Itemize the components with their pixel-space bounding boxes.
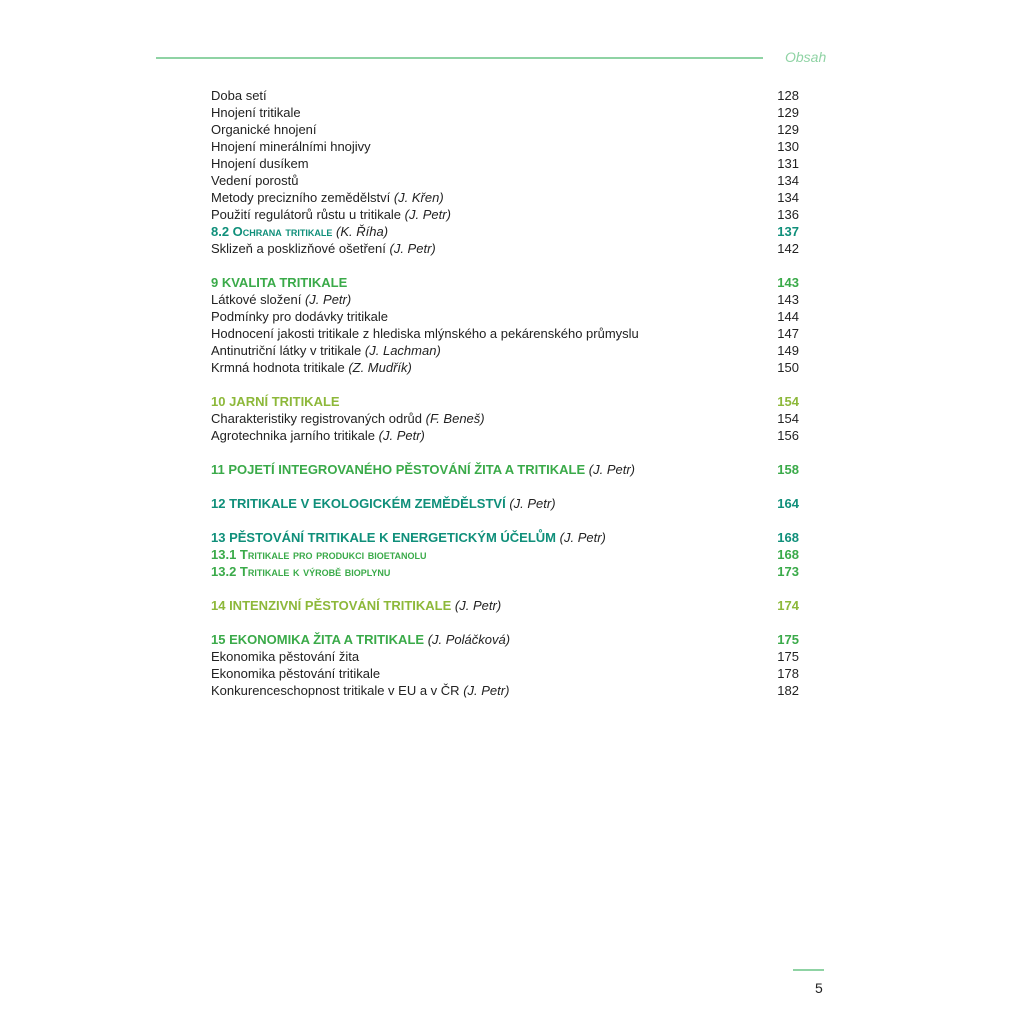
- toc-title-text: 8.2 Ochrana tritikale: [211, 224, 333, 239]
- toc-title-text: Agrotechnika jarního tritikale: [211, 428, 376, 443]
- toc-title: [211, 240, 436, 257]
- toc-entry[interactable]: [211, 325, 799, 342]
- toc-chapter[interactable]: [211, 495, 799, 512]
- toc-title: [211, 223, 388, 240]
- toc-title: [211, 597, 501, 614]
- toc-page-number: 149: [777, 343, 799, 358]
- toc-page-number: 182: [777, 683, 799, 698]
- toc-entry[interactable]: [211, 665, 799, 682]
- toc-title-text: Konkurenceschopnost tritikale v EU a v ČR: [211, 683, 460, 698]
- toc-spacer: [211, 478, 799, 495]
- toc-author: (J. Lachman): [364, 343, 441, 358]
- toc-title: [211, 274, 347, 291]
- toc-author: (J. Petr): [588, 462, 636, 477]
- toc-entry[interactable]: [211, 682, 799, 699]
- toc-title: [211, 155, 309, 172]
- toc-chapter[interactable]: [211, 393, 799, 410]
- toc-page-number: 164: [777, 496, 799, 511]
- page-number: 5: [815, 980, 823, 996]
- toc-entry[interactable]: [211, 189, 799, 206]
- toc-title: [211, 206, 451, 223]
- toc-page-number: 136: [777, 207, 799, 222]
- toc-title-text: Antinutriční látky v tritikale: [211, 343, 362, 358]
- toc-title: [211, 342, 441, 359]
- toc-title: [211, 359, 412, 376]
- toc-title: [211, 308, 388, 325]
- toc-title-text: 9 KVALITA TRITIKALE: [211, 275, 348, 290]
- toc-author: (J. Petr): [454, 598, 502, 613]
- toc-title-text: Sklizeň a posklizňové ošetření: [211, 241, 386, 256]
- toc-entry[interactable]: [211, 427, 799, 444]
- toc-entry[interactable]: [211, 240, 799, 257]
- footer-rule: [793, 969, 824, 971]
- toc-page-number: 154: [777, 394, 799, 409]
- toc-title-text: Látkové složení: [211, 292, 302, 307]
- toc-title-text: Metody precizního zemědělství: [211, 190, 391, 205]
- toc-title-text: Hnojení dusíkem: [211, 156, 309, 171]
- toc-title: [211, 648, 359, 665]
- toc-page-number: 142: [777, 241, 799, 256]
- toc-page-number: 174: [777, 598, 799, 613]
- toc-title: [211, 665, 380, 682]
- toc-page-number: 150: [777, 360, 799, 375]
- toc-page-number: 143: [777, 275, 799, 290]
- toc-subsection[interactable]: [211, 546, 799, 563]
- toc-page-number: 134: [777, 190, 799, 205]
- toc-author: (J. Petr): [463, 683, 510, 698]
- toc-chapter[interactable]: [211, 631, 799, 648]
- toc-entry[interactable]: [211, 648, 799, 665]
- toc-title: [211, 138, 371, 155]
- toc-page-number: 128: [777, 88, 799, 103]
- toc-page-number: 137: [777, 224, 799, 239]
- toc-title-text: Charakteristiky registrovaných odrůd: [211, 411, 422, 426]
- toc-title: [211, 495, 556, 512]
- toc-title: [211, 682, 509, 699]
- toc-page-number: 130: [777, 139, 799, 154]
- toc-title: [211, 393, 340, 410]
- toc-title: [211, 121, 317, 138]
- toc-author: (J. Petr): [378, 428, 425, 443]
- toc-author: (J. Petr): [509, 496, 556, 511]
- toc-entry[interactable]: [211, 359, 799, 376]
- toc-page-number: 129: [777, 122, 799, 137]
- toc-title-text: 10 JARNÍ TRITIKALE: [211, 394, 340, 409]
- toc-chapter[interactable]: [211, 529, 799, 546]
- toc-title-text: Krmná hodnota tritikale: [211, 360, 345, 375]
- toc-page-number: 175: [777, 632, 799, 647]
- toc-page-number: 173: [777, 564, 799, 579]
- toc-title-text: Organické hnojení: [211, 122, 317, 137]
- toc-title: [211, 87, 267, 104]
- toc-title-text: Hnojení minerálními hnojivy: [211, 139, 371, 154]
- toc-title-text: 13 PĚSTOVÁNÍ TRITIKALE K ENERGETICKÝM ÚČELŮM: [211, 530, 557, 545]
- toc-chapter[interactable]: [211, 597, 799, 614]
- toc-page-number: 144: [777, 309, 799, 324]
- toc-title: [211, 172, 298, 189]
- toc-title: [211, 631, 510, 648]
- toc-spacer: [211, 257, 799, 274]
- toc-author: (K. Říha): [336, 224, 389, 239]
- section-title: Obsah: [785, 49, 827, 65]
- toc-page-number: 156: [777, 428, 799, 443]
- header-rule: [156, 57, 763, 59]
- toc-title-text: Hodnocení jakosti tritikale z hlediska mlýnského a pekárenského průmyslu: [211, 326, 639, 341]
- toc-spacer: [211, 376, 799, 393]
- toc-title-text: 12 TRITIKALE V EKOLOGICKÉM ZEMĚDĚLSTVÍ: [211, 496, 506, 511]
- toc-author: (Z. Mudřík): [348, 360, 412, 375]
- toc-page-number: 134: [777, 173, 799, 188]
- toc-title: [211, 104, 301, 121]
- toc-entry[interactable]: [211, 155, 799, 172]
- toc-page-number: 168: [777, 530, 799, 545]
- toc-author: (J. Poláčková): [427, 632, 511, 647]
- toc-author: (F. Beneš): [425, 411, 485, 426]
- toc-spacer: [211, 444, 799, 461]
- toc-entry[interactable]: [211, 172, 799, 189]
- toc-title-text: Vedení porostů: [211, 173, 299, 188]
- toc-subsection[interactable]: [211, 223, 799, 240]
- toc-title-text: Podmínky pro dodávky tritikale: [211, 309, 389, 324]
- toc-entry[interactable]: [211, 291, 799, 308]
- toc-spacer: [211, 512, 799, 529]
- toc-entry[interactable]: [211, 410, 799, 427]
- toc-page-number: 131: [777, 156, 799, 171]
- toc-title-text: 13.2 Tritikale k výrobě bioplynu: [211, 564, 391, 579]
- toc-page-number: 143: [777, 292, 799, 307]
- toc-spacer: [211, 580, 799, 597]
- toc-entry[interactable]: [211, 87, 799, 104]
- toc-title-text: Ekonomika pěstování žita: [211, 649, 360, 664]
- toc-entry[interactable]: [211, 121, 799, 138]
- toc-chapter[interactable]: [211, 461, 799, 478]
- toc-title: [211, 325, 639, 342]
- toc-title-text: 11 POJETÍ INTEGROVANÉHO PĚSTOVÁNÍ ŽITA A TRITIKALE: [211, 462, 586, 477]
- table-of-contents: [211, 87, 799, 699]
- toc-title: [211, 291, 351, 308]
- toc-subsection[interactable]: [211, 563, 799, 580]
- toc-page-number: 178: [777, 666, 799, 681]
- toc-title-text: 15 EKONOMIKA ŽITA A TRITIKALE: [211, 632, 425, 647]
- toc-author: (J. Petr): [304, 292, 352, 307]
- toc-entry[interactable]: [211, 138, 799, 155]
- toc-chapter[interactable]: [211, 274, 799, 291]
- toc-page-number: 147: [777, 326, 799, 341]
- toc-title: [211, 427, 425, 444]
- toc-title-text: 13.1 Tritikale pro produkci bioetanolu: [211, 547, 427, 562]
- toc-author: (J. Křen): [393, 190, 444, 205]
- toc-title: [211, 410, 485, 427]
- toc-author: (J. Petr): [404, 207, 451, 222]
- toc-title: [211, 189, 444, 206]
- toc-page-number: 158: [777, 462, 799, 477]
- toc-entry[interactable]: [211, 206, 799, 223]
- toc-title: [211, 529, 606, 546]
- toc-entry[interactable]: [211, 308, 799, 325]
- toc-title: [211, 461, 635, 478]
- toc-title: [211, 563, 390, 580]
- toc-page-number: 129: [777, 105, 799, 120]
- toc-title-text: Ekonomika pěstování tritikale: [211, 666, 381, 681]
- toc-author: (J. Petr): [559, 530, 606, 545]
- toc-spacer: [211, 614, 799, 631]
- toc-title-text: Hnojení tritikale: [211, 105, 301, 120]
- toc-title-text: Doba setí: [211, 88, 267, 103]
- toc-title-text: Použití regulátorů růstu u tritikale: [211, 207, 402, 222]
- toc-title: [211, 546, 427, 563]
- toc-page-number: 175: [777, 649, 799, 664]
- toc-entry[interactable]: [211, 104, 799, 121]
- toc-page-number: 154: [777, 411, 799, 426]
- toc-page-number: 168: [777, 547, 799, 562]
- toc-title-text: 14 INTENZIVNÍ PĚSTOVÁNÍ TRITIKALE: [211, 598, 452, 613]
- toc-author: (J. Petr): [389, 241, 436, 256]
- toc-entry[interactable]: [211, 342, 799, 359]
